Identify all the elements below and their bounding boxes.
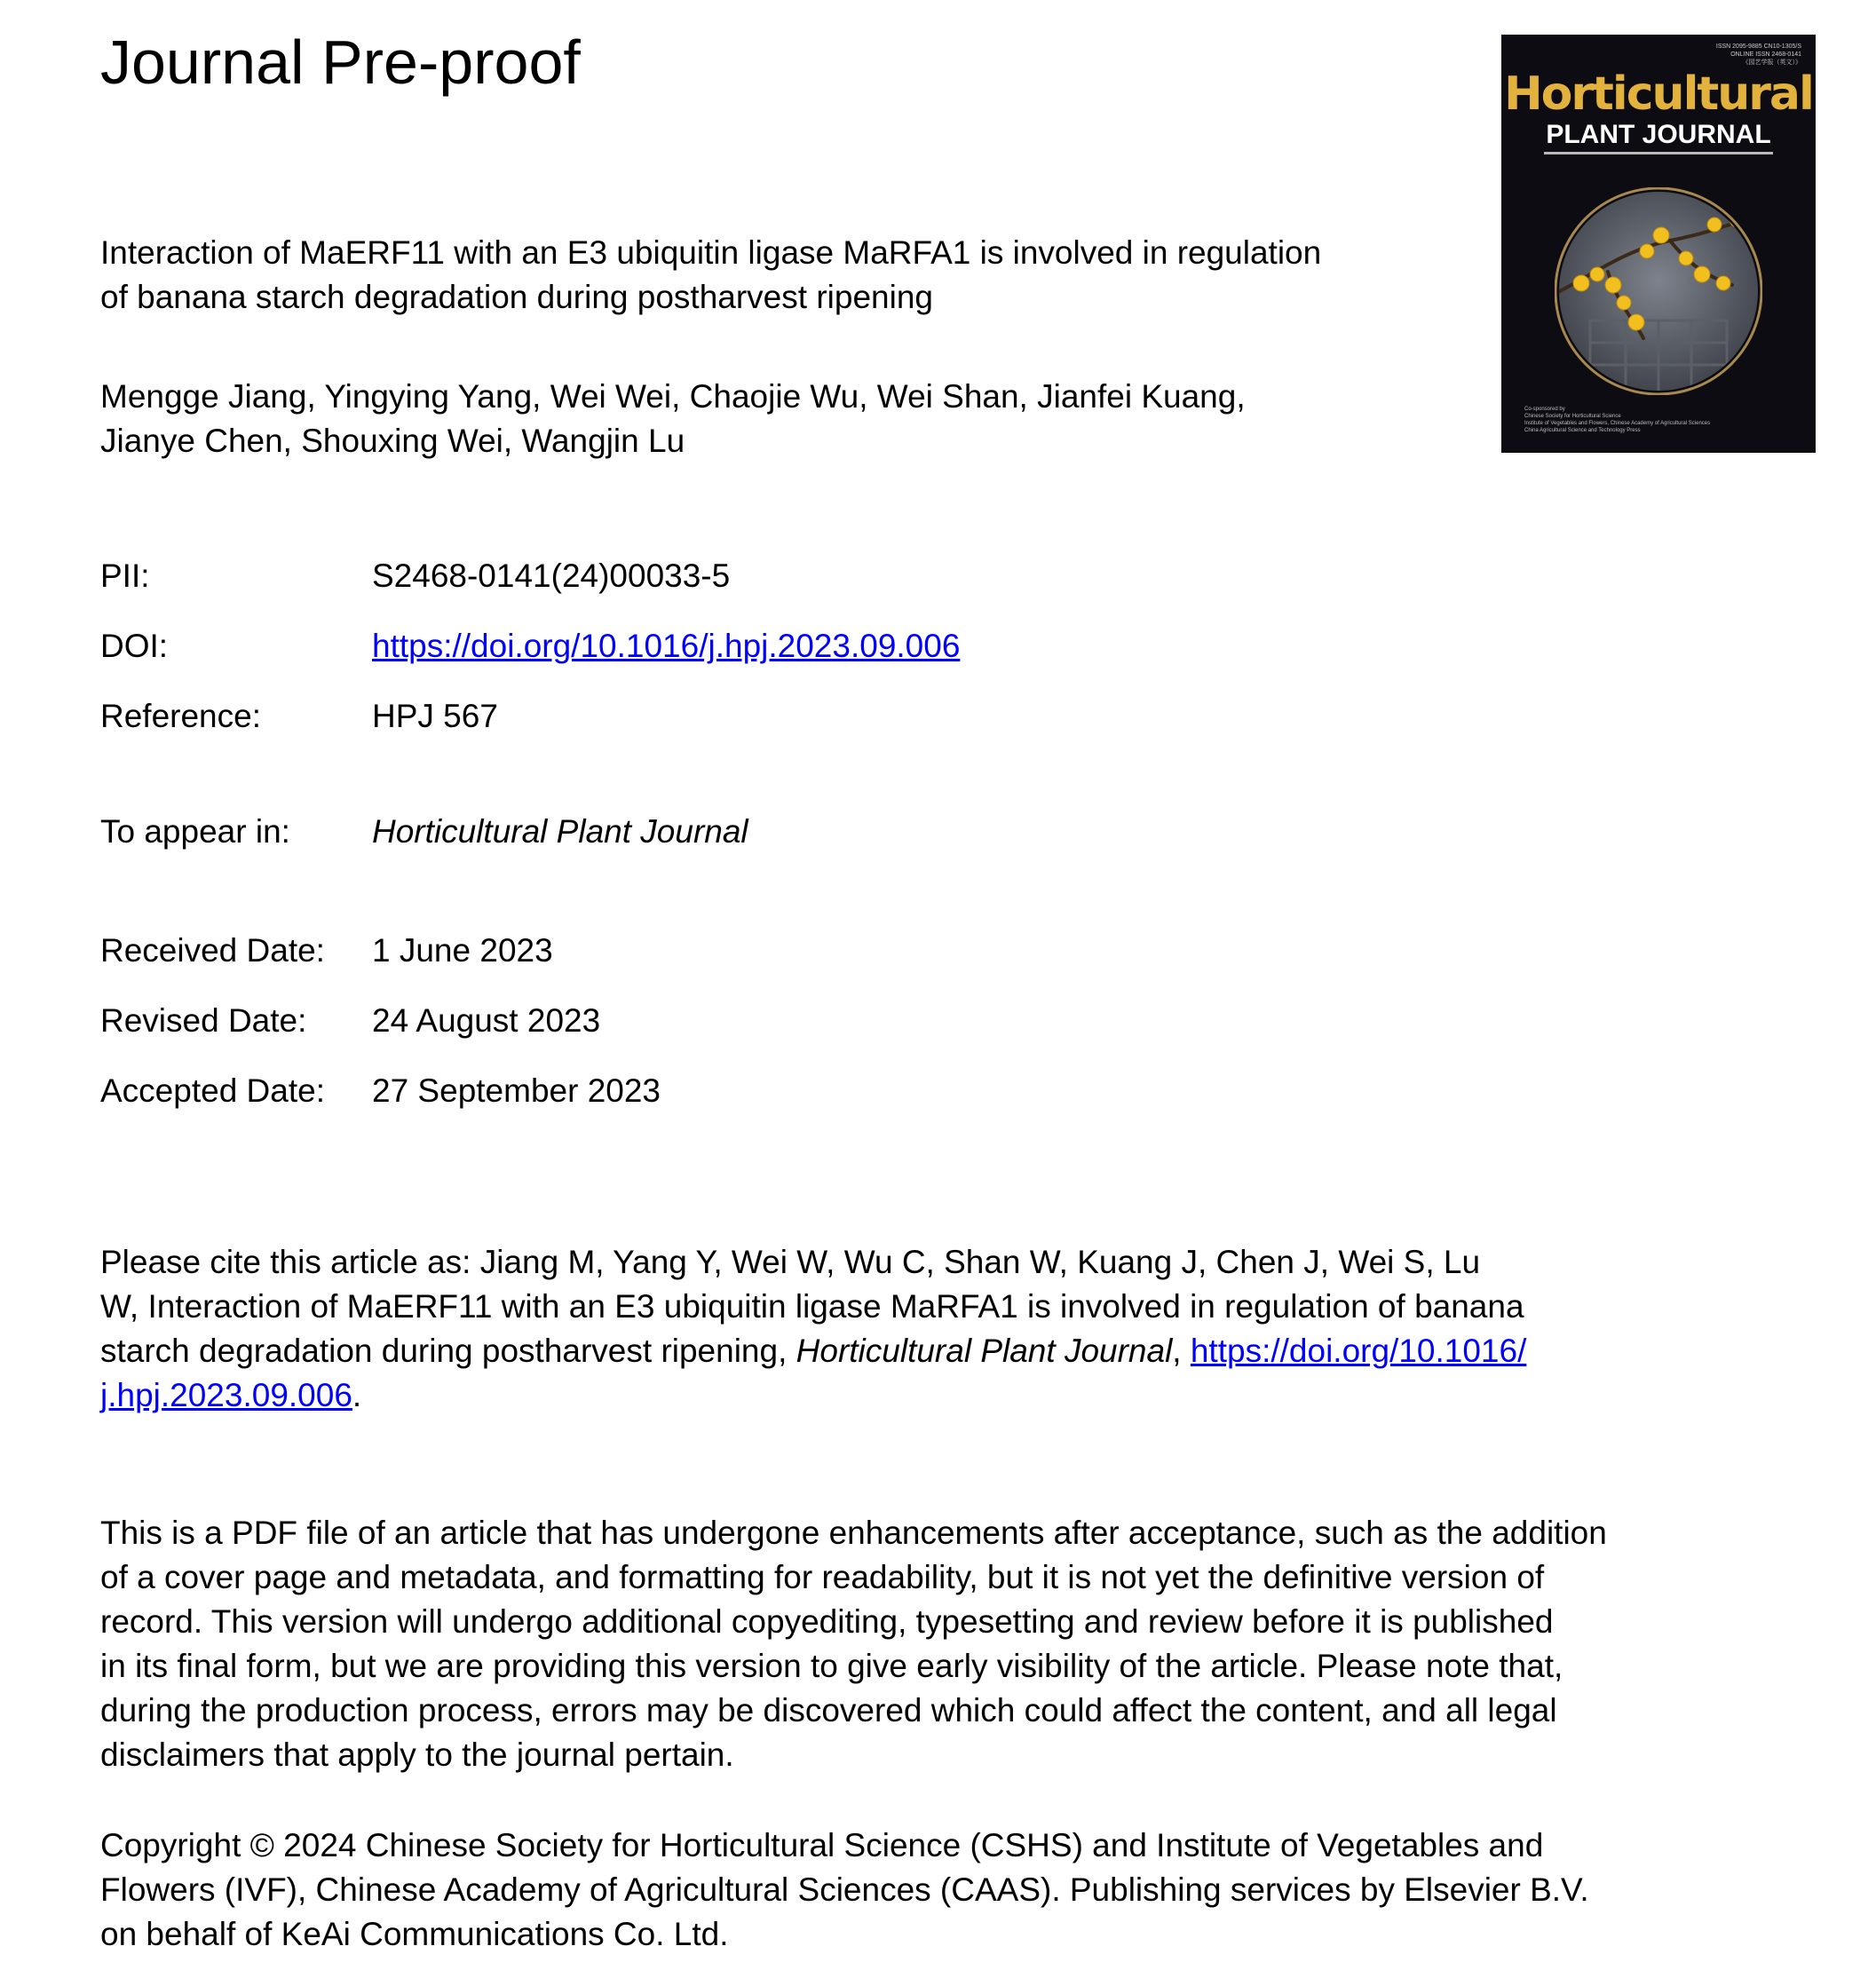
citation-text: starch degradation during postharvest ripening, bbox=[100, 1333, 796, 1369]
copyright-paragraph bbox=[100, 1824, 1823, 1957]
copyright-line: Copyright © 2024 Chinese Society for Horticultural Science (CSHS) and Institute of Vegetables and bbox=[100, 1827, 1544, 1863]
cover-credit-line: Chinese Society for Horticultural Science bbox=[1524, 414, 1621, 419]
disclaimer-line: record. This version will undergo additional copyediting, typesetting and review before it is published bbox=[100, 1603, 1554, 1640]
cover-credit-line: Institute of Vegetables and Flowers, Chinese Academy of Agricultural Sciences bbox=[1524, 421, 1711, 426]
citation-doi-link[interactable]: j.hpj.2023.09.006 bbox=[100, 1377, 352, 1413]
citation-journal: Horticultural Plant Journal bbox=[796, 1333, 1173, 1369]
disclaimer-line: in its final form, but we are providing this version to give early visibility of the article. Please note that, bbox=[100, 1648, 1563, 1684]
author-list bbox=[100, 375, 1485, 463]
reference-label: Reference: bbox=[100, 698, 261, 734]
doi-link[interactable]: https://doi.org/10.1016/j.hpj.2023.09.006 bbox=[372, 628, 961, 664]
copyright-line: Flowers (IVF), Chinese Academy of Agricultural Sciences (CAAS). Publishing services by Elsevier B.V. bbox=[100, 1871, 1589, 1908]
received-date-label: Received Date: bbox=[100, 932, 325, 969]
cover-issn-line: ISSN 2095-9885 CN10-1305/S bbox=[1715, 44, 1801, 50]
reference-value: HPJ 567 bbox=[372, 698, 498, 734]
pii-label: PII: bbox=[100, 558, 150, 594]
doi-label: DOI: bbox=[100, 628, 169, 664]
cover-title-sub: PLANT JOURNAL bbox=[1546, 120, 1771, 149]
journal-cover-image bbox=[1501, 35, 1816, 453]
article-title-line: Interaction of MaERF11 with an E3 ubiquitin ligase MaRFA1 is involved in regulation bbox=[100, 234, 1322, 271]
cover-issn-line: ONLINE ISSN 2468-0141 bbox=[1730, 51, 1801, 58]
author-line: Mengge Jiang, Yingying Yang, Wei Wei, Chaojie Wu, Wei Shan, Jianfei Kuang, bbox=[100, 378, 1246, 415]
article-title-line: of banana starch degradation during postharvest ripening bbox=[100, 279, 933, 315]
disclaimer-paragraph bbox=[100, 1511, 1823, 1777]
cover-title-main: Horticultural bbox=[1504, 67, 1813, 121]
revised-date-value: 24 August 2023 bbox=[372, 1002, 601, 1039]
received-date-value: 1 June 2023 bbox=[372, 932, 553, 969]
cover-issn-line: 《园艺学报（英文）》 bbox=[1742, 59, 1801, 66]
accepted-date-value: 27 September 2023 bbox=[372, 1072, 661, 1109]
citation-text: , bbox=[1172, 1333, 1191, 1369]
article-title bbox=[100, 231, 1485, 320]
pii-value: S2468-0141(24)00033-5 bbox=[372, 558, 731, 594]
disclaimer-line: of a cover page and metadata, and formatting for readability, but it is not yet the definitive version of bbox=[100, 1559, 1545, 1595]
cover-credit-line: Co-sponsored by bbox=[1524, 407, 1565, 412]
disclaimer-line: during the production process, errors may be discovered which could affect the content, and all legal bbox=[100, 1692, 1557, 1729]
appear-in-label: To appear in: bbox=[100, 813, 290, 850]
accepted-date-label: Accepted Date: bbox=[100, 1072, 325, 1109]
cover-flower-artwork bbox=[1555, 187, 1762, 395]
revised-date-label: Revised Date: bbox=[100, 1002, 307, 1039]
citation-text: Please cite this article as: Jiang M, Yang Y, Wei W, Wu C, Shan W, Kuang J, Chen J, Wei S, Lu bbox=[100, 1244, 1481, 1280]
cover-issn bbox=[1624, 43, 1801, 67]
cover-divider bbox=[1544, 152, 1773, 154]
citation-text: W, Interaction of MaERF11 with an E3 ubiquitin ligase MaRFA1 is involved in regulation of banana bbox=[100, 1288, 1524, 1325]
disclaimer-line: This is a PDF file of an article that has undergone enhancements after acceptance, such as the addition bbox=[100, 1515, 1607, 1551]
cover-credit-line: China Agricultural Science and Technology Press bbox=[1524, 428, 1641, 433]
copyright-line: on behalf of KeAi Communications Co. Ltd. bbox=[100, 1916, 729, 1952]
cover-credits bbox=[1524, 406, 1791, 434]
citation-doi-link[interactable]: https://doi.org/10.1016/ bbox=[1190, 1333, 1527, 1369]
disclaimer-line: disclaimers that apply to the journal pertain. bbox=[100, 1737, 734, 1773]
author-line: Jianye Chen, Shouxing Wei, Wangjin Lu bbox=[100, 423, 685, 459]
journal-name: Horticultural Plant Journal bbox=[372, 813, 748, 850]
page-header: Journal Pre-proof bbox=[100, 28, 581, 97]
citation-paragraph bbox=[100, 1240, 1787, 1418]
citation-text: . bbox=[352, 1377, 362, 1413]
